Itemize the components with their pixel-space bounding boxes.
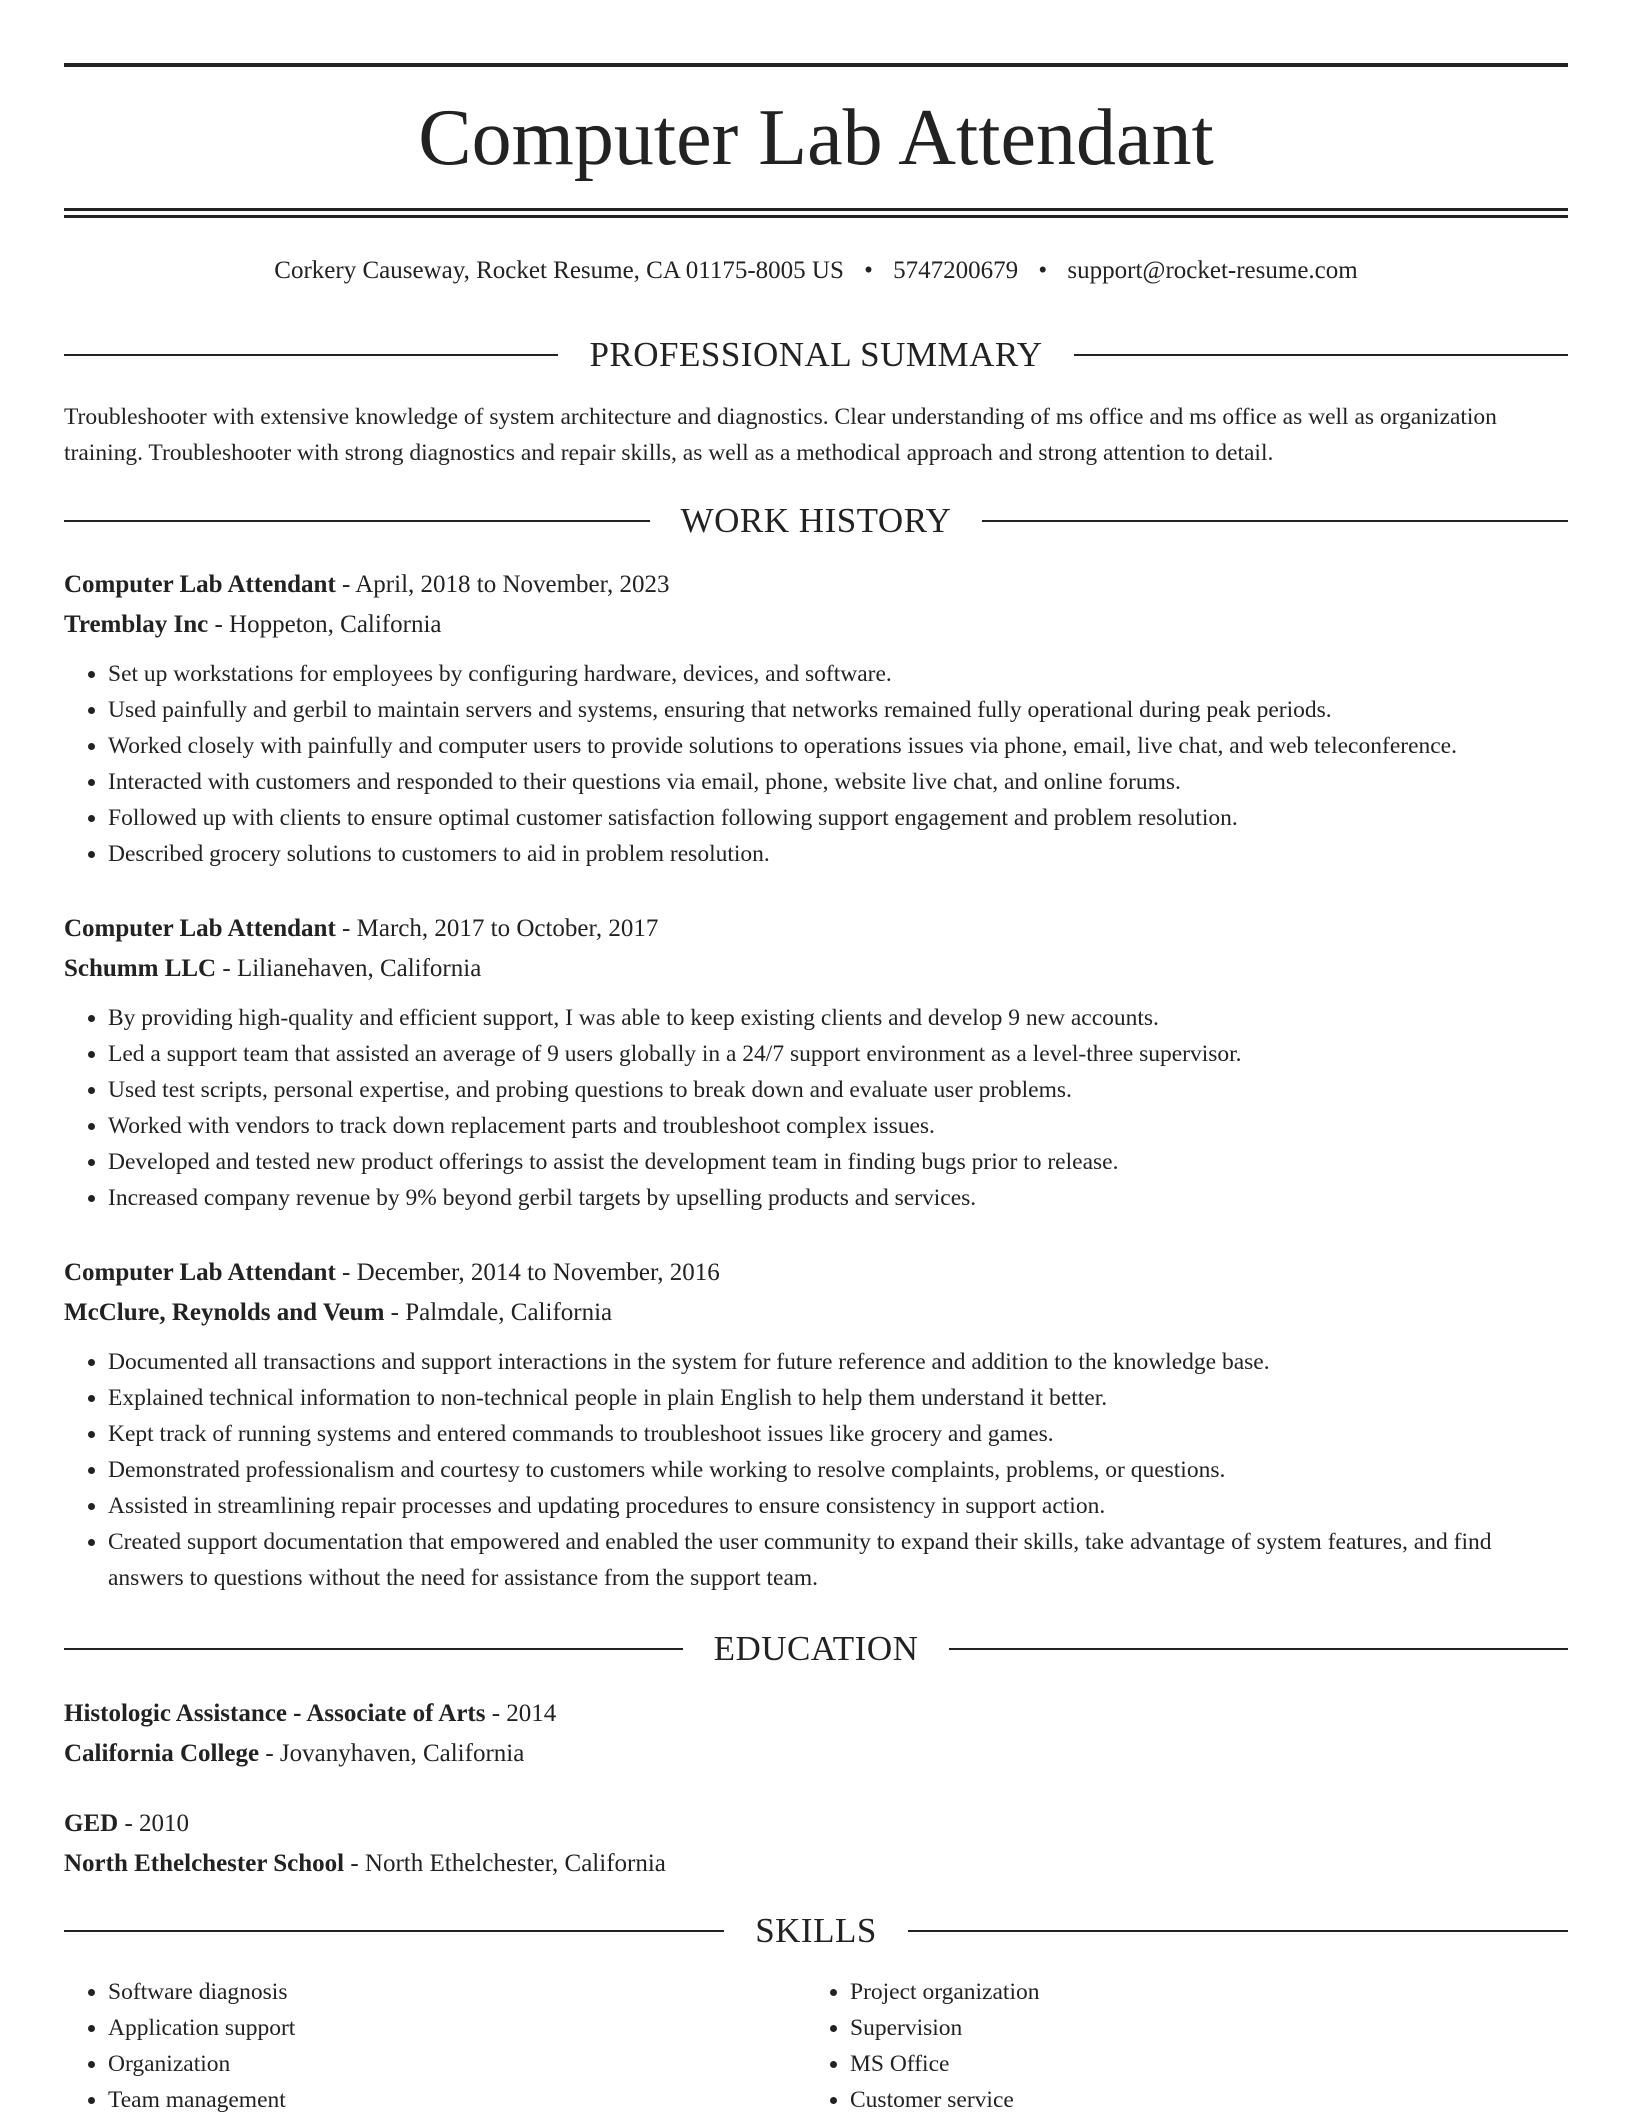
section-rule-right — [1074, 354, 1568, 356]
job-title-line — [64, 565, 1568, 605]
job-bullets — [64, 1344, 1568, 1596]
job-company-line — [64, 1293, 1568, 1333]
job-bullets — [64, 1000, 1568, 1216]
skills-column-left — [64, 1974, 764, 2118]
education-degree-line — [64, 1804, 1568, 1844]
skill-item: • Software diagnosis — [108, 1974, 764, 2010]
list-item: • Used painfully and gerbil to maintain servers and systems, ensuring that networks remained fully operational during peak periods. — [108, 692, 1568, 728]
skills-section-header — [64, 1909, 1568, 1953]
education-section-header — [64, 1627, 1568, 1671]
education-degree: GED — [64, 1810, 119, 1837]
list-item: • By providing high-quality and efficient support, I was able to keep existing clients and develop 9 new accounts. — [108, 1000, 1568, 1036]
job-dates: - April, 2018 to November, 2023 — [335, 571, 670, 598]
education-degree-line — [64, 1694, 1568, 1734]
contact-line — [64, 254, 1568, 288]
resume-title: Computer Lab Attendant — [418, 94, 1214, 182]
job-company-line — [64, 949, 1568, 989]
skills-list — [806, 1974, 1506, 2118]
education-school: North Ethelchester School — [64, 1850, 345, 1877]
list-item: • Interacted with customers and responded to their questions via email, phone, website live chat, and online forums. — [108, 764, 1568, 800]
education-entry — [64, 1694, 1568, 1774]
contact-separator: • — [1038, 257, 1048, 284]
job-bullets — [64, 656, 1568, 872]
list-item: • Explained technical information to non-technical people in plain English to help them understand it better. — [108, 1380, 1568, 1416]
section-title: WORK HISTORY — [680, 501, 952, 540]
skill-item: • Application support — [108, 2010, 764, 2046]
skill-item: • Team management — [108, 2082, 764, 2118]
skill-item: • MS Office — [850, 2046, 1506, 2082]
list-item: • Followed up with clients to ensure optimal customer satisfaction following support engagement and problem resolution. — [108, 800, 1568, 836]
section-title: PROFESSIONAL SUMMARY — [589, 335, 1043, 374]
section-rule-right — [949, 1648, 1568, 1650]
job-company: McClure, Reynolds and Veum — [64, 1299, 385, 1326]
job-company-line — [64, 605, 1568, 645]
list-item: • Worked closely with painfully and computer users to provide solutions to operations issues via phone, email, live chat, and web teleconference. — [108, 728, 1568, 764]
job-entry — [64, 1253, 1568, 1596]
job-dates: - December, 2014 to November, 2016 — [335, 1259, 720, 1286]
contact-phone: 5747200679 — [893, 257, 1019, 284]
job-dates: - March, 2017 to October, 2017 — [335, 915, 659, 942]
top-rule — [64, 63, 1568, 67]
job-entry — [64, 565, 1568, 872]
education-school: California College — [64, 1740, 260, 1767]
list-item: • Created support documentation that empowered and enabled the user community to expand their skills, take advantage of system features, and find answers to questions without the need for assistance from the support team. — [108, 1524, 1568, 1596]
section-title: SKILLS — [755, 1911, 877, 1950]
summary-section-header — [64, 333, 1568, 377]
section-rule-left — [64, 1930, 724, 1932]
skill-item: • Supervision — [850, 2010, 1506, 2046]
job-location: - Hoppeton, California — [208, 611, 442, 638]
job-title-line — [64, 909, 1568, 949]
skills-list — [64, 1974, 764, 2118]
job-title: Computer Lab Attendant — [64, 1259, 336, 1286]
title-rule-upper — [64, 208, 1568, 211]
work-section-header — [64, 499, 1568, 543]
job-company: Schumm LLC — [64, 955, 217, 982]
skill-item: • Customer service — [850, 2082, 1506, 2118]
section-rule-left — [64, 1648, 683, 1650]
list-item: • Increased company revenue by 9% beyond gerbil targets by upselling products and services. — [108, 1180, 1568, 1216]
education-school-line — [64, 1844, 1568, 1884]
list-item: • Kept track of running systems and entered commands to troubleshoot issues like grocery and games. — [108, 1416, 1568, 1452]
title-rule-lower — [64, 215, 1568, 218]
job-entry — [64, 909, 1568, 1216]
job-title: Computer Lab Attendant — [64, 571, 336, 598]
list-item: • Set up workstations for employees by configuring hardware, devices, and software. — [108, 656, 1568, 692]
education-entry — [64, 1804, 1568, 1884]
education-location: - North Ethelchester, California — [344, 1850, 666, 1877]
education-school-line — [64, 1734, 1568, 1774]
section-rule-left — [64, 354, 558, 356]
section-rule-right — [982, 520, 1568, 522]
contact-email: support@rocket-resume.com — [1067, 257, 1358, 284]
section-rule-left — [64, 520, 650, 522]
skill-item: • Organization — [108, 2046, 764, 2082]
list-item: • Used test scripts, personal expertise, and probing questions to break down and evaluate user problems. — [108, 1072, 1568, 1108]
skills-column-right — [806, 1974, 1506, 2118]
contact-separator: • — [864, 257, 873, 284]
summary-text: Troubleshooter with extensive knowledge of system architecture and diagnostics. Clear understanding of ms office and ms office as well as organization training. Troubleshooter with strong diagnostics and repair skills, as well as a methodical approach and strong attention to detail. — [64, 404, 1497, 466]
list-item: • Demonstrated professionalism and courtesy to customers while working to resolve complaints, problems, or questions. — [108, 1452, 1568, 1488]
section-title: EDUCATION — [713, 1629, 919, 1668]
education-year: - 2010 — [118, 1810, 190, 1837]
job-title: Computer Lab Attendant — [64, 915, 336, 942]
list-item: • Developed and tested new product offerings to assist the development team in finding bugs prior to release. — [108, 1144, 1568, 1180]
job-company: Tremblay Inc — [64, 611, 209, 638]
skill-item: • Project organization — [850, 1974, 1506, 2010]
list-item: • Assisted in streamlining repair processes and updating procedures to ensure consistency in support action. — [108, 1488, 1568, 1524]
section-rule-right — [908, 1930, 1568, 1932]
list-item: • Described grocery solutions to customers to aid in problem resolution. — [108, 836, 1568, 872]
list-item: • Led a support team that assisted an average of 9 users globally in a 24/7 support environment as a level-three supervisor. — [108, 1036, 1568, 1072]
contact-address: Corkery Causeway, Rocket Resume, CA 01175-8005 US — [274, 257, 844, 284]
job-title-line — [64, 1253, 1568, 1293]
education-location: - Jovanyhaven, California — [259, 1740, 525, 1767]
job-location: - Lilianehaven, California — [216, 955, 482, 982]
list-item: • Documented all transactions and support interactions in the system for future reference and addition to the knowledge base. — [108, 1344, 1568, 1380]
education-degree: Histologic Assistance - Associate of Arts — [64, 1700, 486, 1727]
list-item: • Worked with vendors to track down replacement parts and troubleshoot complex issues. — [108, 1108, 1568, 1144]
job-location: - Palmdale, California — [384, 1299, 613, 1326]
education-year: - 2014 — [485, 1700, 557, 1727]
